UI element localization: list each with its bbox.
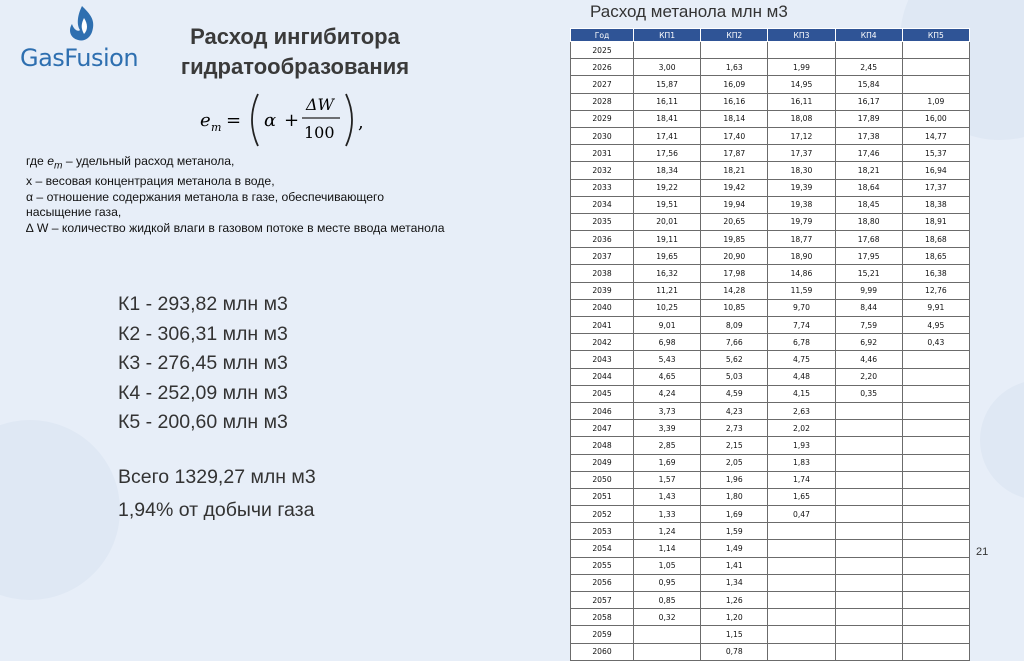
table-cell: 0,47 [768,506,835,523]
table-cell: 3,73 [634,402,701,419]
table-cell [634,626,701,643]
table-cell [835,488,902,505]
table-cell: 1,59 [701,523,768,540]
table-cell: 1,33 [634,506,701,523]
table-cell: 19,94 [701,196,768,213]
table-cell: 10,85 [701,299,768,316]
table-cell: 0,32 [634,609,701,626]
table-cell: 1,83 [768,454,835,471]
table-row [571,609,970,626]
table-cell [835,523,902,540]
table-cell-year: 2032 [571,162,634,179]
table-cell: 16,11 [768,93,835,110]
header-kp5: КП5 [902,29,969,42]
header-kp3: КП3 [768,29,835,42]
flame-icon [62,4,102,46]
table-cell: 2,02 [768,420,835,437]
header-kp1: КП1 [634,29,701,42]
table-cell: 4,75 [768,351,835,368]
table-cell-year: 2038 [571,265,634,282]
table-cell-year: 2060 [571,643,634,660]
table-cell: 15,84 [835,76,902,93]
table-cell-year: 2059 [571,626,634,643]
table-cell [768,626,835,643]
decor-circle [980,380,1024,500]
table-cell: 17,68 [835,231,902,248]
table-cell [902,523,969,540]
table-cell [768,609,835,626]
table-cell-year: 2035 [571,213,634,230]
table-cell: 18,68 [902,231,969,248]
page-title-line2: гидратообразования [180,54,410,79]
table-row [571,574,970,591]
table-row [571,368,970,385]
table-cell: 5,03 [701,368,768,385]
table-cell [902,609,969,626]
total-k3: К3 - 276,45 млн м3 [118,352,288,374]
table-row [571,540,970,557]
table-cell: 9,01 [634,317,701,334]
table-cell-year: 2046 [571,402,634,419]
table-row [571,317,970,334]
table-cell-year: 2040 [571,299,634,316]
table-cell [768,523,835,540]
table-row [571,265,970,282]
table-row [571,626,970,643]
table-cell: 0,85 [634,592,701,609]
table-cell [902,574,969,591]
table-cell: 4,48 [768,368,835,385]
table-cell-year: 2045 [571,385,634,402]
table-cell: 17,41 [634,127,701,144]
table-cell: 0,35 [835,385,902,402]
table-cell [902,351,969,368]
total-k5: К5 - 200,60 млн м3 [118,411,288,433]
table-cell [768,540,835,557]
table-cell [902,557,969,574]
table-cell-year: 2054 [571,540,634,557]
table-cell [902,454,969,471]
table-cell: 1,09 [902,93,969,110]
table-cell: 1,41 [701,557,768,574]
formula-lhs: e [200,110,211,131]
table-cell: 19,85 [701,231,768,248]
table-cell: 2,45 [835,59,902,76]
table-cell-year: 2042 [571,334,634,351]
table-cell-year: 2030 [571,127,634,144]
table-cell: 18,65 [902,248,969,265]
table-row [571,145,970,162]
table-header-row [571,29,970,42]
table-row [571,334,970,351]
table-cell: 4,24 [634,385,701,402]
table-cell [835,592,902,609]
table-cell: 7,74 [768,317,835,334]
table-cell: 1,20 [701,609,768,626]
formula-numerator: ΔW [306,95,334,114]
table-cell [768,42,835,59]
table-row [571,299,970,316]
table-cell-year: 2039 [571,282,634,299]
table-cell: 6,98 [634,334,701,351]
table-cell-year: 2048 [571,437,634,454]
table-cell: 1,99 [768,59,835,76]
table-cell [835,643,902,660]
table-cell [902,592,969,609]
table-cell [902,368,969,385]
summary-total: Всего 1329,27 млн м3 [118,466,316,488]
table-cell: 3,00 [634,59,701,76]
table-cell [768,557,835,574]
table-cell: 18,77 [768,231,835,248]
table-cell-year: 2036 [571,231,634,248]
table-cell: 17,38 [835,127,902,144]
svg-text:=: = [226,110,242,131]
table-cell: 8,09 [701,317,768,334]
table-cell [768,643,835,660]
table-cell: 18,45 [835,196,902,213]
table-cell: 4,59 [701,385,768,402]
table-cell: 19,39 [768,179,835,196]
table-cell: 17,37 [768,145,835,162]
table-cell: 16,32 [634,265,701,282]
table-cell: 18,21 [835,162,902,179]
table-cell: 17,56 [634,145,701,162]
table-cell: 17,40 [701,127,768,144]
table-row [571,351,970,368]
summary-share: 1,94% от добычи газа [118,499,315,521]
table-cell: 16,17 [835,93,902,110]
table-cell-year: 2026 [571,59,634,76]
table-cell: 1,26 [701,592,768,609]
table-cell: 18,64 [835,179,902,196]
table-row [571,213,970,230]
table-cell: 20,90 [701,248,768,265]
table-row [571,523,970,540]
table-cell [835,609,902,626]
table-cell [902,626,969,643]
table-cell: 16,94 [902,162,969,179]
table-cell: 3,39 [634,420,701,437]
table-cell [634,42,701,59]
table-cell: 15,87 [634,76,701,93]
table-row [571,196,970,213]
table-cell: 4,23 [701,402,768,419]
table-cell [902,42,969,59]
table-cell: 18,90 [768,248,835,265]
table-cell: 18,14 [701,110,768,127]
table-cell [835,437,902,454]
table-cell [902,506,969,523]
table-cell: 16,09 [701,76,768,93]
table-cell: 19,22 [634,179,701,196]
table-cell: 1,74 [768,471,835,488]
methanol-table [570,28,970,661]
table-cell: 17,95 [835,248,902,265]
table-cell: 15,37 [902,145,969,162]
table-cell: 1,93 [768,437,835,454]
table-cell [902,59,969,76]
table-row [571,248,970,265]
page-title-line1: Расход ингибитора [190,24,400,49]
table-title: Расход метанола млн м3 [590,2,788,21]
definition-line: насыщение газа, [26,205,122,220]
table-cell: 19,79 [768,213,835,230]
table-cell: 18,34 [634,162,701,179]
table-cell: 12,76 [902,282,969,299]
formula-denominator: 100 [304,123,335,142]
table-cell: 9,91 [902,299,969,316]
table-cell-year: 2058 [571,609,634,626]
table-cell: 1,24 [634,523,701,540]
table-cell-year: 2053 [571,523,634,540]
table-cell-year: 2051 [571,488,634,505]
table-cell: 19,38 [768,196,835,213]
table-cell: 1,57 [634,471,701,488]
table-cell: 6,78 [768,334,835,351]
table-cell: 16,11 [634,93,701,110]
table-cell: 0,43 [902,334,969,351]
table-cell [835,574,902,591]
definition-line: α – отношение содержания метанола в газе, обеспечивающего [26,189,384,204]
table-cell: 1,96 [701,471,768,488]
table-cell [835,626,902,643]
table-row [571,110,970,127]
table-cell: 14,95 [768,76,835,93]
table-cell: 16,38 [902,265,969,282]
table-row [571,93,970,110]
definition-line: ∆ W – количество жидкой влаги в газовом потоке в месте ввода метанола [26,220,445,235]
table-cell: 1,49 [701,540,768,557]
table-cell: 17,12 [768,127,835,144]
logo [10,4,140,74]
table-row [571,402,970,419]
table-cell [768,574,835,591]
summary [118,461,316,527]
table-cell [835,471,902,488]
table-cell: 19,42 [701,179,768,196]
table-cell: 9,99 [835,282,902,299]
table-cell: 18,91 [902,213,969,230]
table-cell: 17,89 [835,110,902,127]
formula-comma: , [358,112,364,133]
table-cell [902,402,969,419]
table-cell-year: 2041 [571,317,634,334]
table-cell-year: 2027 [571,76,634,93]
table-cell-year: 2049 [571,454,634,471]
total-k4: К4 - 252,09 млн м3 [118,381,288,404]
table-cell: 2,15 [701,437,768,454]
table-row [571,282,970,299]
formula [196,88,376,152]
table-cell: 1,15 [701,626,768,643]
table-cell: 5,62 [701,351,768,368]
page-number: 21 [976,546,989,558]
table-cell-year: 2057 [571,592,634,609]
table-cell: 1,34 [701,574,768,591]
table-cell: 18,41 [634,110,701,127]
header-year: Год [571,29,634,42]
table-cell: 1,69 [701,506,768,523]
table-cell [835,402,902,419]
table-cell: 18,08 [768,110,835,127]
table-cell: 4,95 [902,317,969,334]
table-cell: 17,87 [701,145,768,162]
table-cell-year: 2056 [571,574,634,591]
table-cell-year: 2037 [571,248,634,265]
table-cell [634,643,701,660]
table-cell: 20,65 [701,213,768,230]
table-cell: 18,38 [902,196,969,213]
table-row [571,643,970,660]
table-cell-year: 2043 [571,351,634,368]
table-cell: 7,66 [701,334,768,351]
table-cell: 0,95 [634,574,701,591]
table-cell-year: 2044 [571,368,634,385]
definitions [26,154,556,236]
table-cell: 11,21 [634,282,701,299]
table-row [571,59,970,76]
table-cell: 10,25 [634,299,701,316]
table-cell: 19,65 [634,248,701,265]
table-row [571,42,970,59]
table-cell-year: 2050 [571,471,634,488]
table-cell: 4,46 [835,351,902,368]
table-cell-year: 2033 [571,179,634,196]
table-cell-year: 2055 [571,557,634,574]
header-kp4: КП4 [835,29,902,42]
table-row [571,557,970,574]
table-row [571,179,970,196]
table-cell: 16,16 [701,93,768,110]
table-cell [902,437,969,454]
table-row [571,437,970,454]
table-cell: 11,59 [768,282,835,299]
totals-list [118,290,288,438]
table-cell [902,385,969,402]
table-cell: 8,44 [835,299,902,316]
table-cell: 14,77 [902,127,969,144]
table-cell: 17,46 [835,145,902,162]
page-title [160,22,430,82]
table-cell [902,488,969,505]
table-cell [835,540,902,557]
table-row [571,231,970,248]
table-cell: 1,14 [634,540,701,557]
definition-line: где $e_m$ – удельный расход метанола, [26,154,235,172]
table-cell: 0,78 [701,643,768,660]
total-k2: К2 - 306,31 млн м3 [118,322,288,345]
table-cell: 18,80 [835,213,902,230]
table-cell [902,540,969,557]
table-cell [768,592,835,609]
table-cell: 17,98 [701,265,768,282]
table-cell: 2,85 [634,437,701,454]
decor-circle [0,420,120,600]
table-cell: 16,00 [902,110,969,127]
table-cell [902,420,969,437]
table-row [571,471,970,488]
table-cell: 18,21 [701,162,768,179]
table-row [571,420,970,437]
table-cell: 9,70 [768,299,835,316]
table-cell: 20,01 [634,213,701,230]
table-cell-year: 2025 [571,42,634,59]
table-cell-year: 2029 [571,110,634,127]
table-cell: 18,30 [768,162,835,179]
table-cell: 1,80 [701,488,768,505]
table-cell: 7,59 [835,317,902,334]
table-row [571,76,970,93]
formula-plus: + [284,110,300,131]
table-cell: 14,86 [768,265,835,282]
table-cell: 19,11 [634,231,701,248]
table-cell [902,76,969,93]
logo-text: GasFusion [20,44,139,72]
table-cell-year: 2034 [571,196,634,213]
table-row [571,488,970,505]
table-cell: 17,37 [902,179,969,196]
table-cell [835,506,902,523]
table-row [571,385,970,402]
table-cell: 2,73 [701,420,768,437]
table-cell: 5,43 [634,351,701,368]
table-cell [902,643,969,660]
table-cell: 1,69 [634,454,701,471]
definition-line: x – весовая концентрация метанола в воде, [26,174,275,189]
table-row [571,506,970,523]
table-cell: 1,05 [634,557,701,574]
table-cell: 6,92 [835,334,902,351]
table-cell-year: 2028 [571,93,634,110]
table-cell: 19,51 [634,196,701,213]
table-cell: 14,28 [701,282,768,299]
table-cell [835,42,902,59]
table-row [571,592,970,609]
total-k1: К1 - 293,82 млн м3 [118,293,288,315]
table-cell: 4,15 [768,385,835,402]
table-cell [835,557,902,574]
table-cell-year: 2031 [571,145,634,162]
table-row [571,127,970,144]
table-cell [835,454,902,471]
formula-lhs-sub: m [211,121,222,134]
table-cell: 2,20 [835,368,902,385]
table-cell: 1,63 [701,59,768,76]
table-cell: 2,63 [768,402,835,419]
table-cell: 4,65 [634,368,701,385]
table-cell [902,471,969,488]
table-cell: 15,21 [835,265,902,282]
table-row [571,454,970,471]
table-cell: 1,65 [768,488,835,505]
table-cell-year: 2047 [571,420,634,437]
table-cell [835,420,902,437]
header-kp2: КП2 [701,29,768,42]
table-cell: 1,43 [634,488,701,505]
table-cell: 2,05 [701,454,768,471]
table-cell [701,42,768,59]
table-cell-year: 2052 [571,506,634,523]
formula-alpha: α [264,110,277,131]
table-row [571,162,970,179]
